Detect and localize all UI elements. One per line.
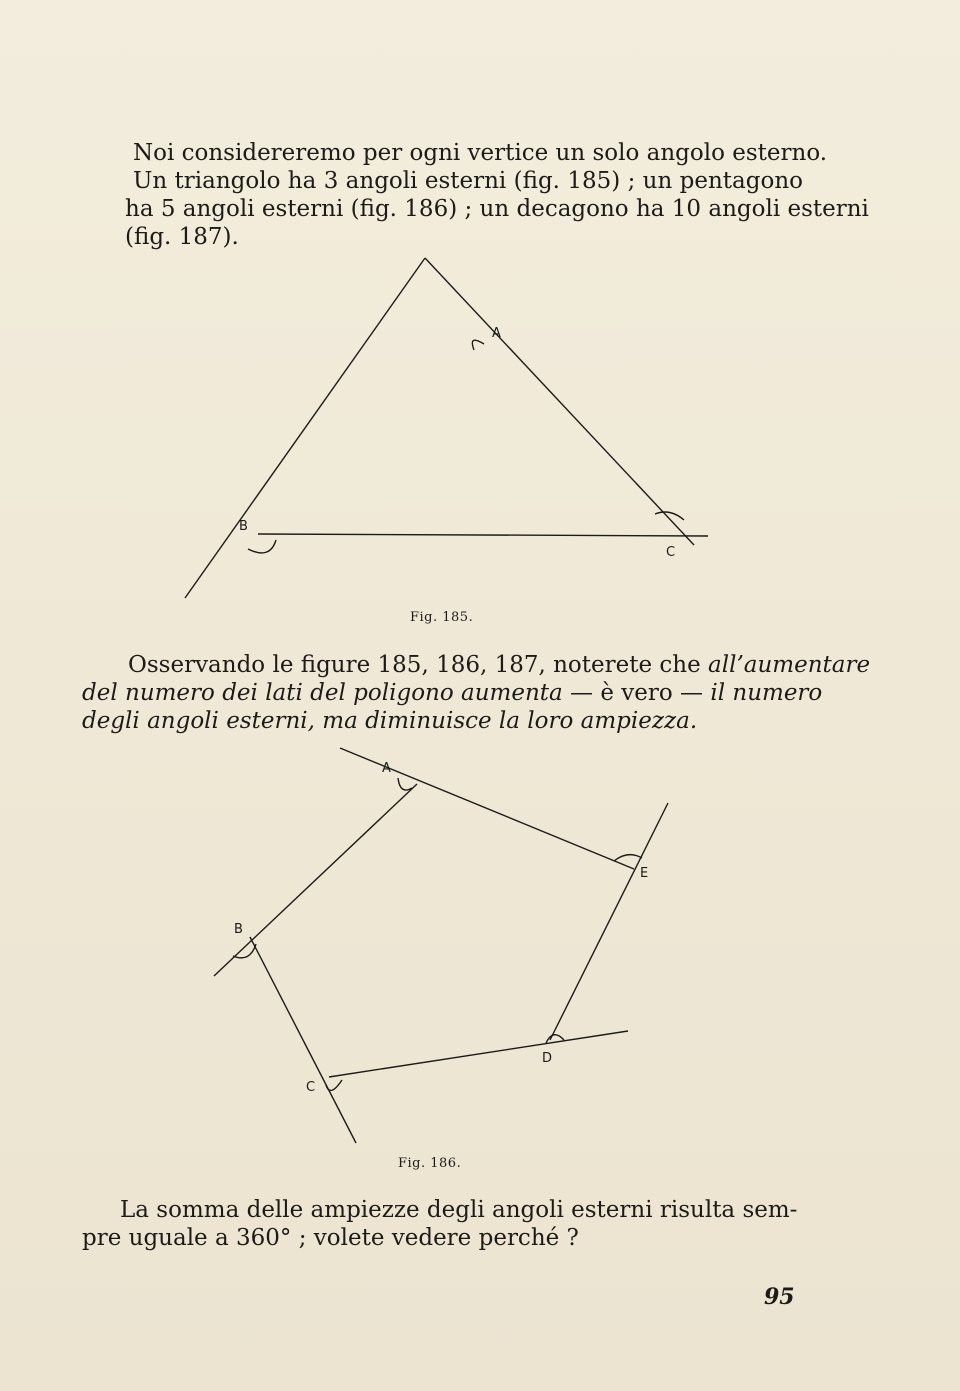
figure-185-caption: Fig. 185. bbox=[410, 610, 474, 625]
text-line: La somma delle ampiezze degli angoli esterni risulta sem- bbox=[120, 1197, 798, 1223]
text-normal: Osservando le figure 185, 186, 187, noterete che bbox=[128, 652, 709, 678]
text-normal: — è vero — bbox=[562, 680, 711, 706]
text-line: pre uguale a 360° ; volete vedere perché ? bbox=[82, 1225, 579, 1251]
vertex-label-D: D bbox=[542, 1051, 553, 1066]
vertex-label-A: A bbox=[382, 761, 391, 776]
paragraph-sum-of-angles bbox=[82, 1196, 796, 1252]
vertex-label-B: B bbox=[239, 519, 248, 534]
text-italic: il numero bbox=[710, 680, 823, 706]
text-line: degli angoli esterni, ma diminuisce la loro ampiezza. bbox=[82, 708, 698, 734]
page-number: 95 bbox=[764, 1284, 795, 1310]
vertex-label-B: B bbox=[234, 922, 243, 937]
vertex-label-A: A bbox=[492, 326, 501, 341]
vertex-label-C: C bbox=[666, 545, 676, 560]
text-line: Un triangolo ha 3 angoli esterni (fig. 185) ; un pentagono bbox=[133, 168, 803, 194]
text-italic: all’aumentare bbox=[708, 652, 871, 678]
text-line: Noi considereremo per ogni vertice un solo angolo esterno. bbox=[133, 140, 828, 166]
text-line: (fig. 187). bbox=[125, 224, 239, 250]
vertex-label-E: E bbox=[640, 866, 649, 881]
vertex-label-C: C bbox=[306, 1080, 316, 1095]
text-italic: del numero dei lati del poligono aumenta bbox=[82, 680, 563, 706]
figure-186-caption: Fig. 186. bbox=[398, 1156, 462, 1171]
text-line: ha 5 angoli esterni (fig. 186) ; un decagono ha 10 angoli esterni bbox=[125, 196, 869, 222]
